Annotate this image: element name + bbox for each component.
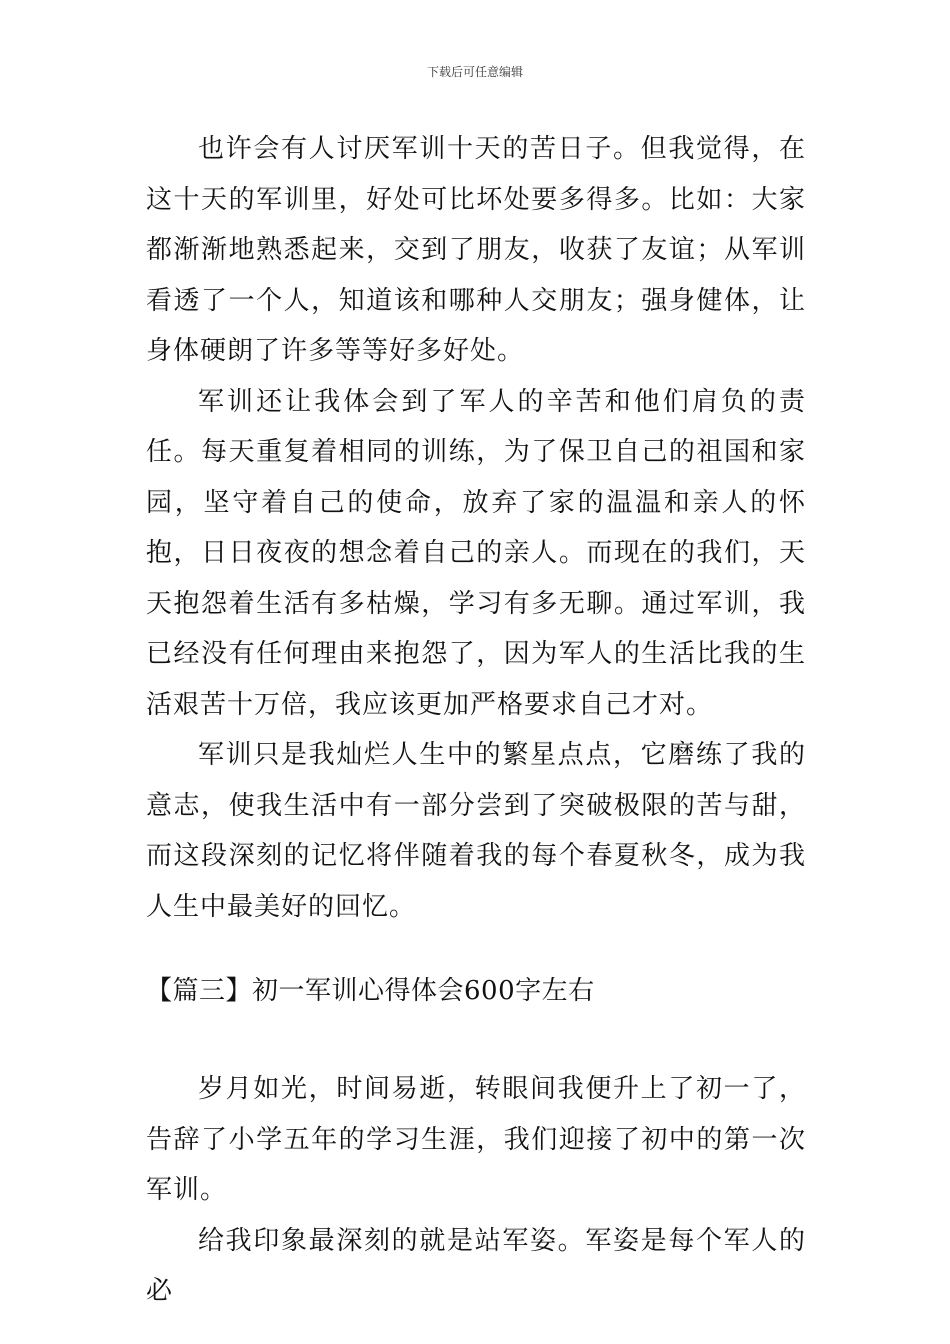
section-spacer [146, 1016, 806, 1064]
paragraph: 军训只是我灿烂人生中的繁星点点，它磨练了我的意志，使我生活中有一部分尝到了突破极限的苦与甜，而这段深刻的记忆将伴随着我的每个春夏秋冬，成为我人生中最美好的回忆。 [146, 740, 806, 922]
paragraph: 岁月如光，时间易逝，转眼间我便升上了初一了，告辞了小学五年的学习生涯，我们迎接了初中的第一次军训。 [146, 1074, 806, 1205]
paragraph: 给我印象最深刻的就是站军姿。军姿是每个军人的必 [146, 1225, 806, 1306]
page-header-note: 下载后可任意编辑 [426, 65, 523, 79]
paragraph: 军训还让我体会到了军人的辛苦和他们肩负的责任。每天重复着相同的训练，为了保卫自己的祖国和家园，坚守着自己的使命，放弃了家的温温和亲人的怀抱，日日夜夜的想念着自己的亲人。而现在的我们，天天抱怨着生活有多枯燥，学习有多无聊。通过军训，我已经没有任何理由来抱怨了，因为军人的生活比我的生活艰苦十万倍，我应该更加严格要求自己才对。 [146, 386, 806, 720]
paragraph: 也许会有人讨厌军训十天的苦日子。但我觉得，在这十天的军训里，好处可比坏处要多得多。比如：大家都渐渐地熟悉起来，交到了朋友，收获了友谊；从军训看透了一个人，知道该和哪种人交朋友；强身健体，让身体硬朗了许多等等好多好处。 [146, 134, 806, 366]
document-body [146, 124, 806, 1317]
section-title: 【篇三】初一军训心得体会600字左右 [146, 976, 595, 1006]
